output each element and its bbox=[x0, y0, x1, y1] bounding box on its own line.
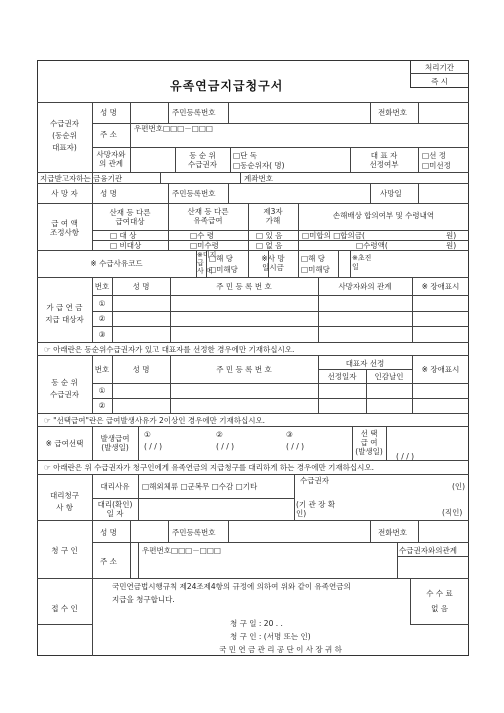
sole-option[interactable]: □단 독 bbox=[233, 151, 257, 160]
adj-won-2: 원) bbox=[446, 241, 457, 250]
claimant-phone-label: 전화번호 bbox=[378, 528, 407, 537]
adj-col-third-party: 제3자 가해 bbox=[263, 207, 283, 225]
bank-label: 지급받고자하는 금융기관 bbox=[40, 174, 123, 183]
recipient-name-label: 성 명 bbox=[100, 108, 117, 117]
add-col-name: 성 명 bbox=[132, 282, 150, 291]
add-col-relation: 사망자와의 관계 bbox=[338, 282, 392, 291]
same-rank-label: 동 순 위 수급권자 bbox=[188, 151, 217, 169]
add-row-3: ③ bbox=[98, 330, 106, 339]
add-row-2: ② bbox=[98, 314, 106, 323]
adj-not-received-option[interactable]: □미수령 bbox=[190, 241, 219, 250]
sr-col-no: 번호 bbox=[94, 365, 110, 374]
unpaid-applicable[interactable]: □해 당 bbox=[209, 254, 233, 263]
choice-1-date: ( / / ) bbox=[144, 442, 163, 451]
recipient-postcode: 우편번호□□□－□□□ bbox=[134, 124, 213, 133]
add-col-rrn: 주 민 등 록 번 호 bbox=[216, 282, 272, 291]
occurrence-label: 발생급여 (발생일) bbox=[100, 434, 130, 452]
unpaid-not-applicable[interactable]: □미해당 bbox=[209, 265, 238, 274]
reason-code-label: ※ 수급사유코드 bbox=[90, 259, 143, 268]
adj-received-option[interactable]: □수 령 bbox=[190, 231, 214, 240]
recipient-rrn-label: 주민등록번호 bbox=[172, 108, 216, 117]
choice-2-date: ( / / ) bbox=[216, 442, 235, 451]
claim-date: 청 구 일 : 20 . . bbox=[230, 619, 283, 628]
recipient-address-label: 주 소 bbox=[100, 130, 117, 139]
receipt-label: 접 수 인 bbox=[51, 604, 78, 613]
adj-col-other-target: 산재 등 다른 급여대상 bbox=[109, 208, 151, 226]
choice-3-date: ( / / ) bbox=[286, 442, 305, 451]
lump-not-applicable[interactable]: □미해당 bbox=[301, 265, 330, 274]
sr-col-rep: 대표자 선정 bbox=[345, 359, 385, 368]
rep-not-selected-option[interactable]: □미선정 bbox=[422, 161, 451, 170]
recipient-phone-label: 전화번호 bbox=[378, 108, 407, 117]
benefit-choice-label: ※ 급여선택 bbox=[45, 439, 84, 448]
sr-col-disability: ※ 장애표시 bbox=[421, 365, 460, 374]
recipient-section-label: 수급권자 (동순위 대표자) bbox=[50, 119, 79, 152]
proxy-section-label: 대리청구 사 항 bbox=[50, 491, 79, 512]
statement-line-1: 국민연금법시행규칙 제24조제4항의 규정에 의하여 위와 같이 유족연금의 bbox=[112, 582, 351, 591]
notice-same-rank: ☞ 아래란은 동순위수급권자가 있고 대표자를 선정한 경우에만 기재하십시오. bbox=[44, 345, 295, 354]
adj-target-option[interactable]: □ 대 상 bbox=[110, 231, 137, 240]
choice-1: ① bbox=[144, 430, 151, 439]
recipient-organization: 국 민 연 금 관 리 공 단 이 사 장 귀 하 bbox=[219, 645, 342, 654]
sr-col-seal: 인감날인 bbox=[374, 372, 404, 381]
add-col-no: 번호 bbox=[94, 282, 110, 291]
rep-selection-label: 대 표 자 선정여부 bbox=[369, 151, 399, 169]
sr-row-1: ① bbox=[98, 386, 106, 395]
proxy-seal-1: (인) bbox=[452, 482, 466, 491]
add-row-1: ① bbox=[98, 299, 106, 308]
processing-period-label: 처리기간 bbox=[425, 63, 454, 72]
rep-selected-option[interactable]: □선 정 bbox=[422, 151, 446, 160]
sr-col-name: 성 명 bbox=[132, 365, 150, 374]
sr-row-2: ② bbox=[98, 401, 106, 410]
benefit-adjustment-label: 급 여 액 조정사항 bbox=[50, 219, 79, 237]
unpaid-label: ※미지 급 사 여 bbox=[197, 251, 217, 275]
lump-applicable[interactable]: □해 당 bbox=[301, 254, 325, 263]
same-rank-section-label: 동 순 위 수급권자 bbox=[50, 378, 79, 399]
adj-non-target-option[interactable]: □ 비대상 bbox=[110, 241, 142, 250]
recipient-relation-label: 사망자와 의 관계 bbox=[96, 150, 126, 168]
deceased-section-label: 사 망 자 bbox=[51, 189, 78, 198]
notice-benefit-choice: ☞ "선택급여"란은 급여발생사유가 2이상인 경우에만 기재하십시오. bbox=[44, 416, 266, 425]
proxy-reason-options[interactable]: □해외체류 □군복무 □수감 □기타 bbox=[142, 482, 258, 491]
notice-proxy: ☞ 아래란은 위 수급권자가 청구인에게 유족연금의 지급청구를 대리하게 하는 경우에만 기재하십시오. bbox=[44, 463, 374, 472]
deceased-rrn-label: 주민등록번호 bbox=[172, 189, 216, 198]
adj-col-settlement: 손해배상 합의여부 및 수령내역 bbox=[332, 211, 435, 220]
adj-has-option[interactable]: □ 있 음 bbox=[256, 231, 283, 240]
same-rank-option[interactable]: □동순위자( 명) bbox=[233, 161, 285, 170]
fee-value: 없 음 bbox=[431, 604, 448, 613]
claimant-rrn-label: 주민등록번호 bbox=[172, 528, 216, 537]
claimant-relation-label: 수급권자와의관계 bbox=[399, 546, 457, 555]
sr-col-date: 선정일자 bbox=[327, 372, 357, 381]
selected-benefit-date: ( / / ) bbox=[396, 452, 415, 461]
adj-col-other-survivor: 산재 등 다른 유족급여 bbox=[187, 207, 229, 225]
selected-benefit-label: 선 택 급 여 (발생일) bbox=[355, 429, 383, 456]
statement-line-2: 지급을 청구합니다. bbox=[112, 595, 175, 604]
proxy-confirm-date-label: 대리(확인) 일 자 bbox=[97, 500, 133, 518]
sr-col-rrn: 주 민 등 록 번 호 bbox=[216, 365, 272, 374]
proxy-seal-2: (직인) bbox=[442, 508, 463, 517]
adj-none-option[interactable]: □ 없 음 bbox=[256, 241, 283, 250]
claimant-section-label: 청 구 인 bbox=[51, 546, 78, 555]
claimant-signature: 청 구 인 : (서명 또는 인) bbox=[230, 632, 311, 641]
death-date-label: 사망일 bbox=[380, 189, 402, 198]
lump-sum-label: ※사 망 일시금 bbox=[261, 254, 285, 272]
page-title: 유족연금지급청구서 bbox=[170, 79, 284, 93]
choice-2: ② bbox=[216, 430, 223, 439]
account-label: 계좌번호 bbox=[244, 174, 273, 183]
processing-period-value: 즉 시 bbox=[431, 77, 448, 86]
deceased-name-label: 성 명 bbox=[100, 189, 117, 198]
add-target-label: 가 급 연 금 지급 대상자 bbox=[45, 303, 84, 324]
adj-received-amount-option[interactable]: □수령액( bbox=[356, 241, 388, 250]
claimant-name-label: 성 명 bbox=[100, 528, 117, 537]
adj-agreed-option[interactable]: □미합의 □합의금( bbox=[302, 231, 365, 240]
proxy-reason-label: 대리사유 bbox=[100, 482, 130, 491]
first-visit-label: ※초진 일 bbox=[352, 254, 372, 271]
claimant-postcode: 우편번호□□□－□□□ bbox=[142, 546, 221, 555]
choice-3: ③ bbox=[286, 430, 293, 439]
proxy-recipient-label: 수급권자 bbox=[300, 476, 329, 485]
fee-label: 수 수 료 bbox=[426, 589, 453, 598]
adj-won-1: 원) bbox=[446, 231, 457, 240]
claimant-address-label: 주 소 bbox=[100, 557, 117, 566]
proxy-agency-label: (기 관 장 확 인) bbox=[296, 500, 336, 518]
add-col-disability: ※ 장애표시 bbox=[421, 282, 460, 291]
